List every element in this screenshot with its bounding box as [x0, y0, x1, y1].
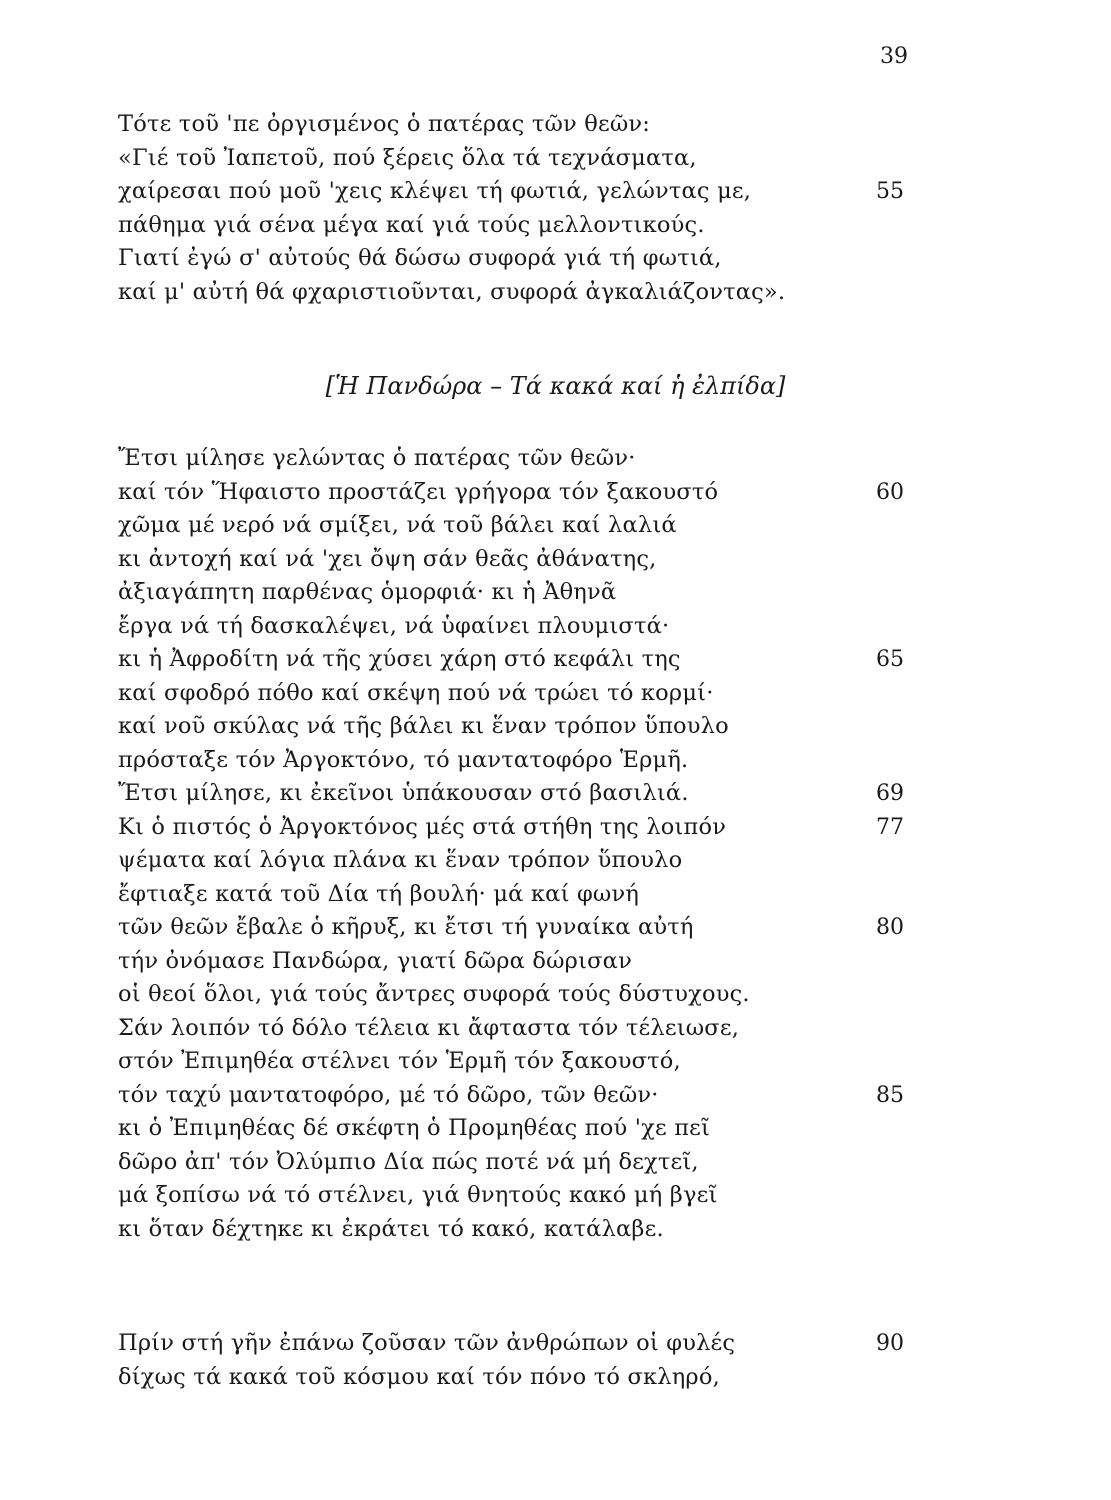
verse-line	[118, 1146, 938, 1180]
verse-text: Κι ὁ πιστός ὁ Ἀργοκτόνος μές στά στήθη της λοιπόν	[118, 813, 727, 840]
line-number: 55	[876, 179, 904, 204]
verse-line	[118, 844, 938, 878]
verse-line	[118, 1213, 938, 1247]
verse-line	[118, 1045, 938, 1079]
verse-line	[118, 1327, 938, 1361]
verse-text: δίχως τά κακά τοῦ κόσμου καί τόν πόνο τό σκληρό,	[118, 1363, 720, 1390]
verse-line	[118, 209, 938, 243]
line-number: 77	[876, 814, 904, 840]
verse-text: τήν ὀνόμασε Πανδώρα, γιατί δῶρα δώρισαν	[118, 947, 632, 974]
verse-text: χαίρεσαι πού μοῦ 'χεις κλέψει τή φωτιά, γελώντας με,	[118, 178, 752, 204]
verse-line	[118, 1079, 938, 1113]
verse-line	[118, 476, 938, 510]
verse-text: πρόσταξε τόν Ἀργοκτόνο, τό μαντατοφόρο Ἑρμῆ.	[118, 746, 689, 773]
verse-text: ἔργα νά τή δασκαλέψει, νά ὑφαίνει πλουμιστά·	[118, 612, 670, 639]
verse-line	[118, 1179, 938, 1213]
verse-text: Ἔτσι μίλησε, κι ἐκεῖνοι ὑπάκουσαν στό βασιλιά.	[118, 780, 689, 806]
verse-text: καί μ' αὐτή θά φχαριστιοῦνται, συφορά ἀγκαλιάζοντας».	[118, 278, 786, 305]
verse-line	[118, 142, 938, 176]
verse-line	[118, 242, 938, 276]
line-number: 69	[876, 781, 904, 806]
line-number: 85	[876, 1082, 904, 1108]
verse-text: ἀξιαγάπητη παρθένας ὁμορφιά· κι ἡ Ἀθηνᾶ	[118, 579, 617, 605]
verse-text: ἔφτιαξε κατά τοῦ Δία τή βουλή· μά καί φωνή	[118, 880, 639, 907]
verse-line	[118, 945, 938, 979]
verse-text: στόν Ἐπιμηθέα στέλνει τόν Ἑρμῆ τόν ξακουστό,	[118, 1048, 681, 1074]
verse-text: τῶν θεῶν ἔβαλε ὁ κῆρυξ, κι ἔτσι τή γυναίκα αὐτή	[118, 914, 694, 940]
verse-text: καί τόν Ἥφαιστο προστάζει γρήγορα τόν ξακουστό	[118, 478, 719, 505]
verse-line	[118, 643, 938, 677]
verse-text: Τότε τοῦ 'πε ὀργισμένος ὁ πατέρας τῶν θεῶν:	[118, 111, 651, 137]
stanza	[118, 442, 938, 1246]
verse-text: Πρίν στή γῆν ἐπάνω ζοῦσαν τῶν ἀνθρώπων οἱ φυλές	[118, 1330, 736, 1356]
verse-line	[118, 677, 938, 711]
verse-text: πάθημα γιά σένα μέγα καί γιά τούς μελλοντικούς.	[118, 211, 705, 238]
verse-text: Γιατί ἐγώ σ' αὐτούς θά δώσω συφορά γιά τή φωτιά,	[118, 245, 722, 271]
verse-text: τόν ταχύ μαντατοφόρο, μέ τό δῶρο, τῶν θεῶν·	[118, 1081, 659, 1108]
verse-text: ψέματα καί λόγια πλάνα κι ἕναν τρόπον ὕπουλο	[118, 847, 683, 873]
verse-line	[118, 610, 938, 644]
verse-text: μά ξοπίσω νά τό στέλνει, γιά θνητούς κακό μή βγεῖ	[118, 1182, 718, 1208]
verse-line	[118, 710, 938, 744]
verse-text: οἱ θεοί ὅλοι, γιά τούς ἄντρες συφορά τούς δύστυχους.	[118, 981, 750, 1007]
verse-line	[118, 543, 938, 577]
verse-line	[118, 878, 938, 912]
verse-line	[118, 175, 938, 209]
verse-text: καί νοῦ σκύλας νά τῆς βάλει κι ἕναν τρόπον ὕπουλο	[118, 713, 729, 739]
verse-line	[118, 811, 938, 845]
verse-line	[118, 1112, 938, 1146]
verse-line	[118, 1361, 938, 1395]
verse-line	[118, 276, 938, 310]
verse-text: Σάν λοιπόν τό δόλο τέλεια κι ἄφταστα τόν τέλειωσε,	[118, 1014, 740, 1041]
verse-text: κι ὁ Ἐπιμηθέας δέ σκέφτη ὁ Προμηθέας πού 'χε πεῖ	[118, 1115, 711, 1141]
verse-text: δῶρο ἀπ' τόν Ὀλύμπιο Δία πώς ποτέ νά μή δεχτεῖ,	[118, 1148, 699, 1175]
section-heading: [Ἡ Πανδώρα – Τά κακά καί ἡ ἐλπίδα]	[325, 372, 786, 400]
line-number: 80	[876, 915, 904, 940]
stanza	[118, 1327, 938, 1394]
line-number: 65	[876, 647, 904, 672]
verse-line	[118, 978, 938, 1012]
stanza	[118, 108, 938, 309]
verse-line	[118, 744, 938, 778]
verse-line	[118, 108, 938, 142]
verse-text: κι ἀντοχή καί νά 'χει ὄψη σάν θεᾶς ἀθάνατης,	[118, 545, 657, 572]
page-number: 39	[880, 44, 908, 69]
verse-text: «Γιέ τοῦ Ἰαπετοῦ, πού ξέρεις ὅλα τά τεχνάσματα,	[118, 144, 697, 171]
verse-text: Ἔτσι μίλησε γελώντας ὁ πατέρας τῶν θεῶν·	[118, 445, 636, 471]
verse-text: χῶμα μέ νερό νά σμίξει, νά τοῦ βάλει καί λαλιά	[118, 512, 677, 538]
line-number: 90	[876, 1331, 904, 1356]
verse-line	[118, 442, 938, 476]
verse-text: κι ὅταν δέχτηκε κι ἐκράτει τό κακό, κατάλαβε.	[118, 1215, 664, 1242]
verse-line	[118, 911, 938, 945]
verse-text: καί σφοδρό πόθο καί σκέψη πού νά τρώει τό κορμί·	[118, 679, 714, 706]
verse-line	[118, 509, 938, 543]
line-number: 60	[876, 479, 904, 505]
verse-line	[118, 576, 938, 610]
verse-line	[118, 1012, 938, 1046]
verse-line	[118, 777, 938, 811]
verse-text: κι ἡ Ἀφροδίτη νά τῆς χύσει χάρη στό κεφάλι της	[118, 646, 681, 672]
